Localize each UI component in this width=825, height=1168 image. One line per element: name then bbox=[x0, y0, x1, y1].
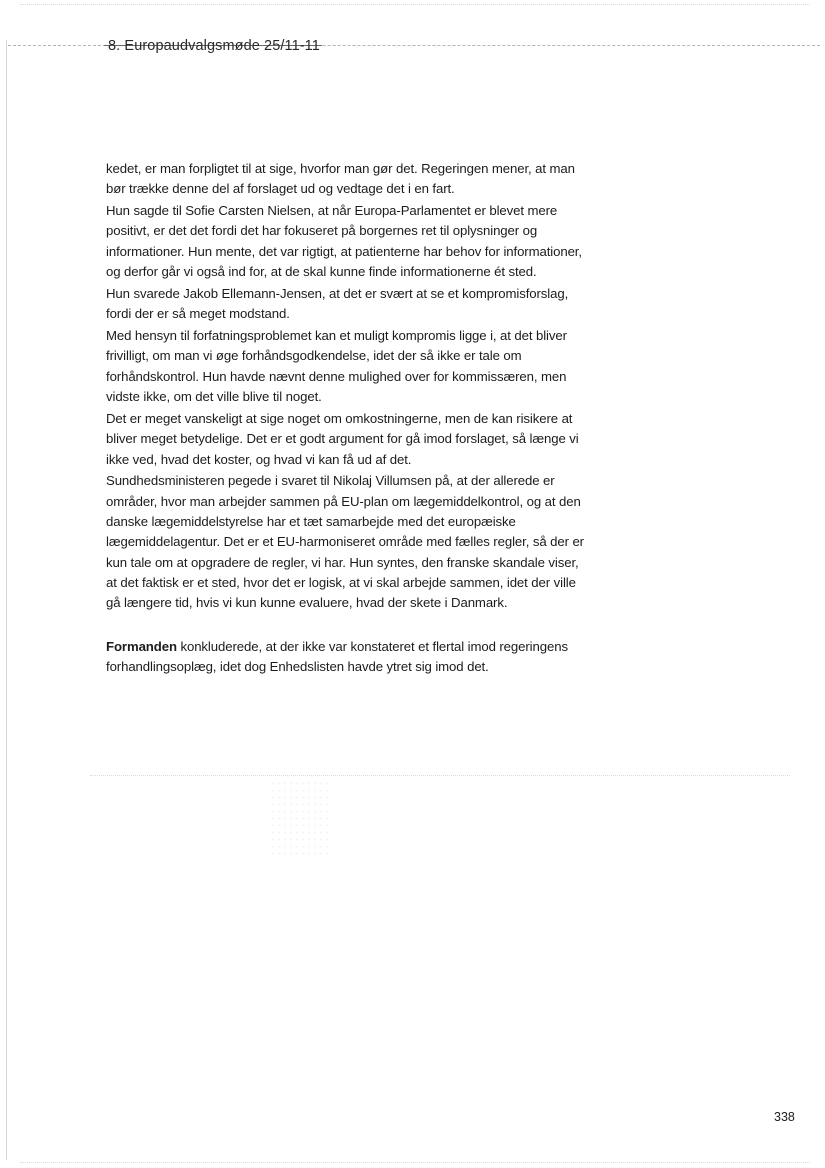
scan-artifact-left-edge bbox=[6, 40, 7, 1160]
scan-artifact-bottom bbox=[20, 1162, 810, 1163]
conclusion-paragraph bbox=[106, 637, 592, 678]
conclusion bbox=[106, 637, 592, 678]
scan-artifact-top bbox=[20, 4, 810, 6]
paragraph-1: kedet, er man forpligtet til at sige, hvorfor man gør det. Regeringen mener, at man bør trække denne del af forslaget ud og vedtage det i en fart. bbox=[106, 161, 575, 197]
conclusion-text: konkluderede, at der ikke var konstateret et flertal imod regeringens forhandlingsoplæg, idet dog Enhedslisten havde ytret sig imod det. bbox=[106, 639, 568, 675]
scan-artifact-speckle bbox=[270, 780, 330, 860]
paragraph-2: Hun sagde til Sofie Carsten Nielsen, at når Europa-Parlamentet er blevet mere positivt, er det det fordi det har fokuseret på borgernes ret til oplysninger og informationer. Hun mente, det var rigtigt, at patienterne har behov for informationer, og derfor går vi også ind for, at de skal kunne finde informationerne ét sted. bbox=[106, 203, 582, 280]
running-header: 8. Europaudvalgsmøde 25/11-11 bbox=[108, 38, 320, 54]
paragraph-5: Det er meget vanskeligt at sige noget om omkostningerne, men de kan risikere at bliver meget betydelige. Det er et godt argument for gå imod forslaget, så længe vi ikke ved, hvad det koster, og hvad vi kan få ud af det. bbox=[106, 410, 579, 467]
page-number: 338 bbox=[774, 1110, 795, 1124]
speaker-name: Formanden bbox=[106, 639, 177, 654]
body-text bbox=[106, 159, 592, 615]
paragraph-3: Hun svarede Jakob Ellemann-Jensen, at det er svært at se et kompromisforslag, fordi der er så meget modstand. bbox=[106, 285, 569, 322]
paragraph-6: Sundhedsministeren pegede i svaret til Nikolaj Villumsen på, at der allerede er områder, hvor man arbejder sammen på EU-plan om lægemiddelkontrol, og at den danske lægemiddelstyrelse har et tæt samarbejde med det europæiske lægemiddelagentur. Det er et EU-harmoniseret område med fælles regler, så der er kun tale om at opgradere de regler, vi har. Hun syntes, den franske skandale viser, at det faktisk er et sted, hvor det er logisk, at vi skal arbejde sammen, idet der ville gå længere tid, hvis vi kun kunne evaluere, hvad der skete i Danmark. bbox=[106, 473, 584, 611]
scan-artifact-middle bbox=[90, 775, 790, 776]
paragraph-4: Med hensyn til forfatningsproblemet kan et muligt kompromis ligge i, at det bliver frivilligt, om man vi øge forhåndsgodkendelse, idet der så ikke er tale om forhåndskontrol. Hun havde nævnt denne mulighed over for kommissæren, men vidste ikke, om det ville blive til noget. bbox=[106, 328, 567, 405]
